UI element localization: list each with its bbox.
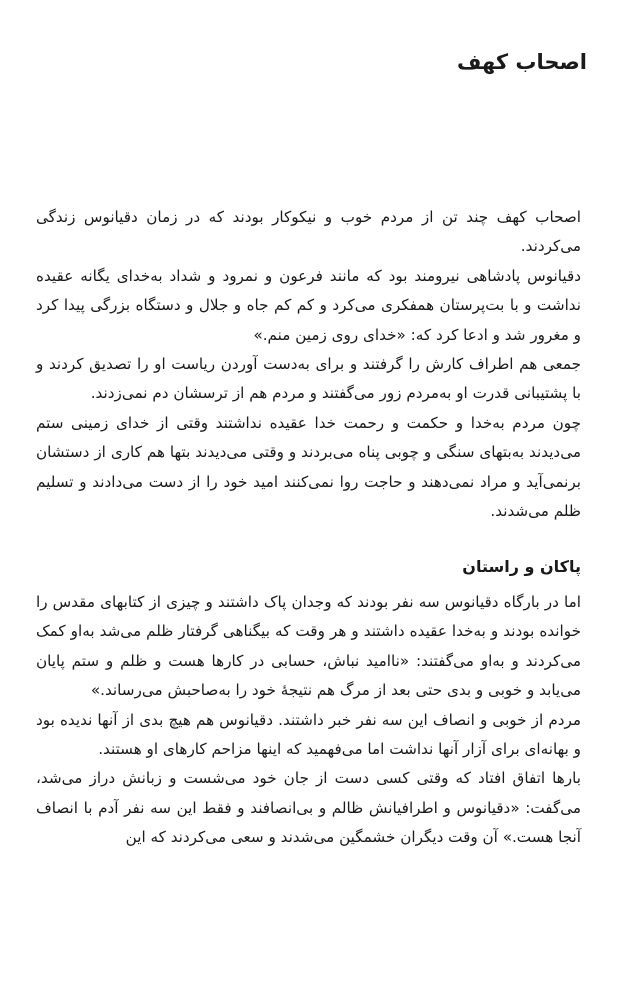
paragraph-fairness: مردم از خوبی و انصاف این سه نفر خبر داشتند. دقیانوس هم هیچ بدی از آنها ندیده بود و بهانه‌ای برای آزار آنها نداشت اما می‌فهمید که اینها مزاحم کارهای او هستند.	[36, 710, 581, 758]
paragraph-events: بارها اتفاق افتاد که وقتی کسی دست از جان خود می‌شست و زبانش دراز می‌شد، می‌گفت: «دقیانوس و اطرافیانش ظالم و بی‌انصافند و فقط این سه نفر آدم با انصاف آنجا هست.» آن وقت دیگران خشمگین می‌شدند و سعی می‌کردند که این	[36, 769, 581, 847]
section-heading: پاکان و راستان	[462, 557, 581, 577]
paragraph-idols: چون مردم به‌خدا و حکمت و رحمت خدا عقیده نداشتند وقتی از خدای زمینی ستم می‌دیدند به‌بتهای سنگی و چوبی پناه می‌بردند و وقتی می‌دیدند بتها هم کاری از دستشان برنمی‌آید و مراد نمی‌دهند و حاجت روا نمی‌کنند امید خود را از دست می‌دادند و تسلیم ظلم می‌شدند.	[36, 413, 581, 521]
chapter-title: اصحاب کهف	[456, 50, 587, 74]
paragraph-three-men: اما در بارگاه دقیانوس سه نفر بودند که وجدان پاک داشتند و چیزی از کتابهای مقدس را خوانده بودند و به‌خدا عقیده داشتند و هر وقت که بیگناهی گرفتار ظلم می‌شد به‌او کمک می‌کردند و به‌او می‌گفتند: «ناامید نباش، حسابی در کارها هست و ظلم و ستم پایان می‌یابد و خوبی و بدی حتی بعد از مرگ هم نتیجهٔ خود را به‌صاحبش می‌رساند.»	[36, 592, 581, 700]
paragraph-followers: جمعی هم اطراف کارش را گرفتند و برای به‌دست آوردن ریاست او را تصدیق کردند و با پشتیبانی قدرت او به‌مردم زور می‌گفتند و مردم هم از ترسشان دم نمی‌زدند.	[36, 355, 581, 403]
paragraph-intro: اصحاب کهف چند تن از مردم خوب و نیکوکار بودند که در زمان دقیانوس زندگی می‌کردند.	[36, 208, 581, 256]
body-text	[36, 203, 581, 853]
paragraph-decianus: دقیانوس پادشاهی نیرومند بود که مانند فرعون و نمرود و شداد به‌خدای یگانه عقیده نداشت و با بت‌پرستان همفکری می‌کرد و کم کم جاه و جلال و دستگاه بزرگی پیدا کرد و مغرور شد و ادعا کرد که: «خدای روی زمین منم.»	[36, 266, 581, 344]
